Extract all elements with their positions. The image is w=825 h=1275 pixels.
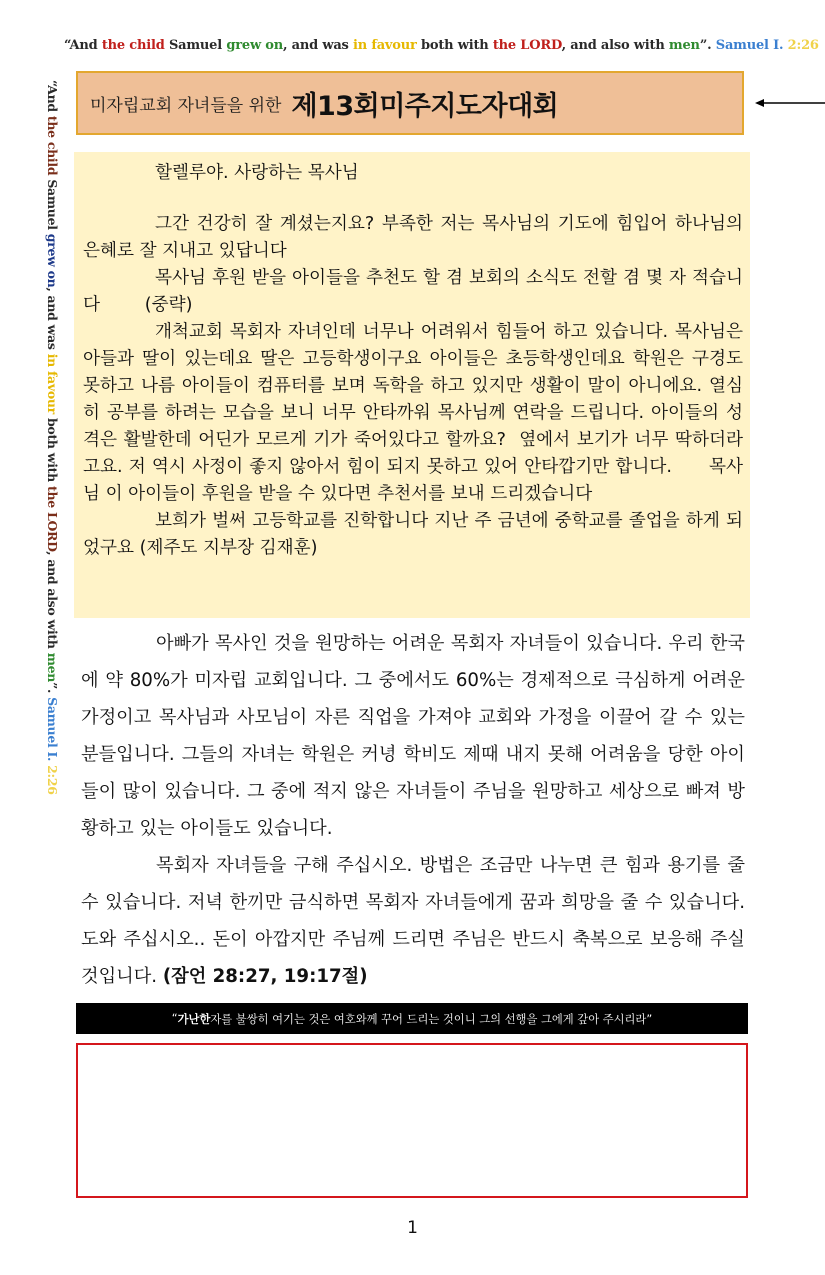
quote-bar xyxy=(76,1003,748,1034)
verse-part: Samuel xyxy=(45,179,60,234)
title-box xyxy=(76,71,744,135)
empty-box xyxy=(76,1043,748,1198)
letter-spacer xyxy=(83,187,743,211)
verse-part: Samuel I. xyxy=(45,697,60,766)
letter-paragraph: 개척교회 목회자 자녀인데 너무나 어려워서 힘들어 하고 있습니다. 목사님은 아들과 딸이 있는데요 딸은 고등학생이구요 아이들은 초등학생인데요 학원은 구경도 못하고 나름 아이들이 컴퓨터를 보며 독학을 하고 있지만 생활이 말이 아니에요. 열심히 공부를 하려는 모습을 보니 너무 안타까워 목사님께 연락을 드립니다. 아이들의 성격은 활발한데 어딘가 모르게 기가 죽어있다고 할까요? 옆에서 보기가 너무 딱하더라고요. 저 역시 사정이 좋지 않아서 힘이 되지 못하고 있어 안타깝기만 합니다. 목사님 이 아이들이 후원을 받을 수 있다면 추천서를 보내 드리겠습니다 xyxy=(83,322,749,504)
verse-part: men xyxy=(668,38,700,53)
arrow-left-icon xyxy=(755,95,825,111)
page-title: 제13회미주지도자대회 xyxy=(291,90,559,122)
body-text xyxy=(81,625,745,995)
verse-part: the child xyxy=(45,115,60,180)
verse-part: “And xyxy=(45,80,60,116)
title-subtitle: 미자립교회 자녀들을 위한 xyxy=(90,95,282,116)
letter-paragraph: 보희가 벌써 고등학교를 진학합니다 지난 주 금년에 중학교를 졸업을 하게 되었구요 (제주도 지부장 김재훈) xyxy=(83,511,743,558)
verse-part: men xyxy=(45,652,60,683)
verse-part: , and also with xyxy=(561,38,669,53)
letter-greeting: 할렐루야. 사랑하는 목사님 xyxy=(155,163,359,183)
verse-part: , and also with xyxy=(45,551,60,653)
verse-part: 2:26 xyxy=(787,38,819,53)
verse-part: both with xyxy=(45,417,60,486)
body-paragraph xyxy=(81,847,745,995)
verse-part: Samuel xyxy=(168,38,227,53)
verse-part: ”. xyxy=(699,38,716,53)
verse-part: 2:26 xyxy=(45,765,60,795)
verse-part: grew on xyxy=(226,38,283,53)
verse-part: in favour xyxy=(45,353,60,418)
verse-part: ”. xyxy=(45,682,60,698)
verse-part: the child xyxy=(101,38,169,53)
verse-part: “And xyxy=(64,38,102,53)
verse-part: the LORD xyxy=(492,38,562,53)
verse-part: the LORD xyxy=(45,486,60,552)
page-number: 1 xyxy=(407,1218,418,1238)
quote-open: “ xyxy=(171,1012,178,1025)
quote-bold: 가난한 xyxy=(177,1012,211,1026)
quote-text: 자를 불쌍히 여기는 것은 여호와께 꾸어 드리는 것이니 그의 선행을 그에게 갚아 주시리라” xyxy=(210,1012,653,1026)
body-paragraph: 아빠가 목사인 것을 원망하는 어려운 목회자 자녀들이 있습니다. 우리 한국에 약 80%가 미자립 교회입니다. 그 중에서도 60%는 경제적으로 극심하게 어려운 가정이고 목사님과 사모님이 자른 직업을 가져야 교회와 가정을 이끌어 갈 수 있는 분들입니다. 그들의 자녀는 학원은 커녕 학비도 제때 내지 못해 어려움을 당한 아이들이 많이 있습니다. 그 중에 적지 않은 자녀들이 주님을 원망하고 세상으로 빠져 방황하고 있는 아이들도 있습니다. xyxy=(81,633,745,839)
verse-part: both with xyxy=(420,38,493,53)
verse-part: Samuel I. xyxy=(715,38,788,53)
verse-part: grew on xyxy=(45,233,60,288)
letter-box xyxy=(74,152,750,618)
letter-paragraph: 그간 건강히 잘 계셨는지요? 부족한 저는 목사님의 기도에 힘입어 하나님의 은혜로 잘 지내고 있답니다 xyxy=(83,214,743,261)
verse-part: , and was xyxy=(45,287,60,354)
verse-part: , and was xyxy=(282,38,353,53)
verse-part: in favour xyxy=(353,38,421,53)
body-paragraph-text: 목회자 자녀들을 구해 주십시오. 방법은 조금만 나누면 큰 힘과 용기를 줄 수 있습니다. 저녁 한끼만 금식하면 목회자 자녀들에게 꿈과 희망을 줄 수 있습니다. 도와 주십시오.. 돈이 아깝지만 주님께 드리면 주님은 반드시 축복으로 보응해 주실 것입니다. xyxy=(81,855,745,987)
letter-paragraph: 목사님 후원 받을 아이들을 추천도 할 겸 보회의 소식도 전할 겸 몇 자 적습니다 (중략) xyxy=(83,268,743,315)
scripture-reference: (잠언 28:27, 19:17절) xyxy=(162,966,368,987)
verse-side xyxy=(45,80,60,800)
verse-header xyxy=(64,38,819,53)
